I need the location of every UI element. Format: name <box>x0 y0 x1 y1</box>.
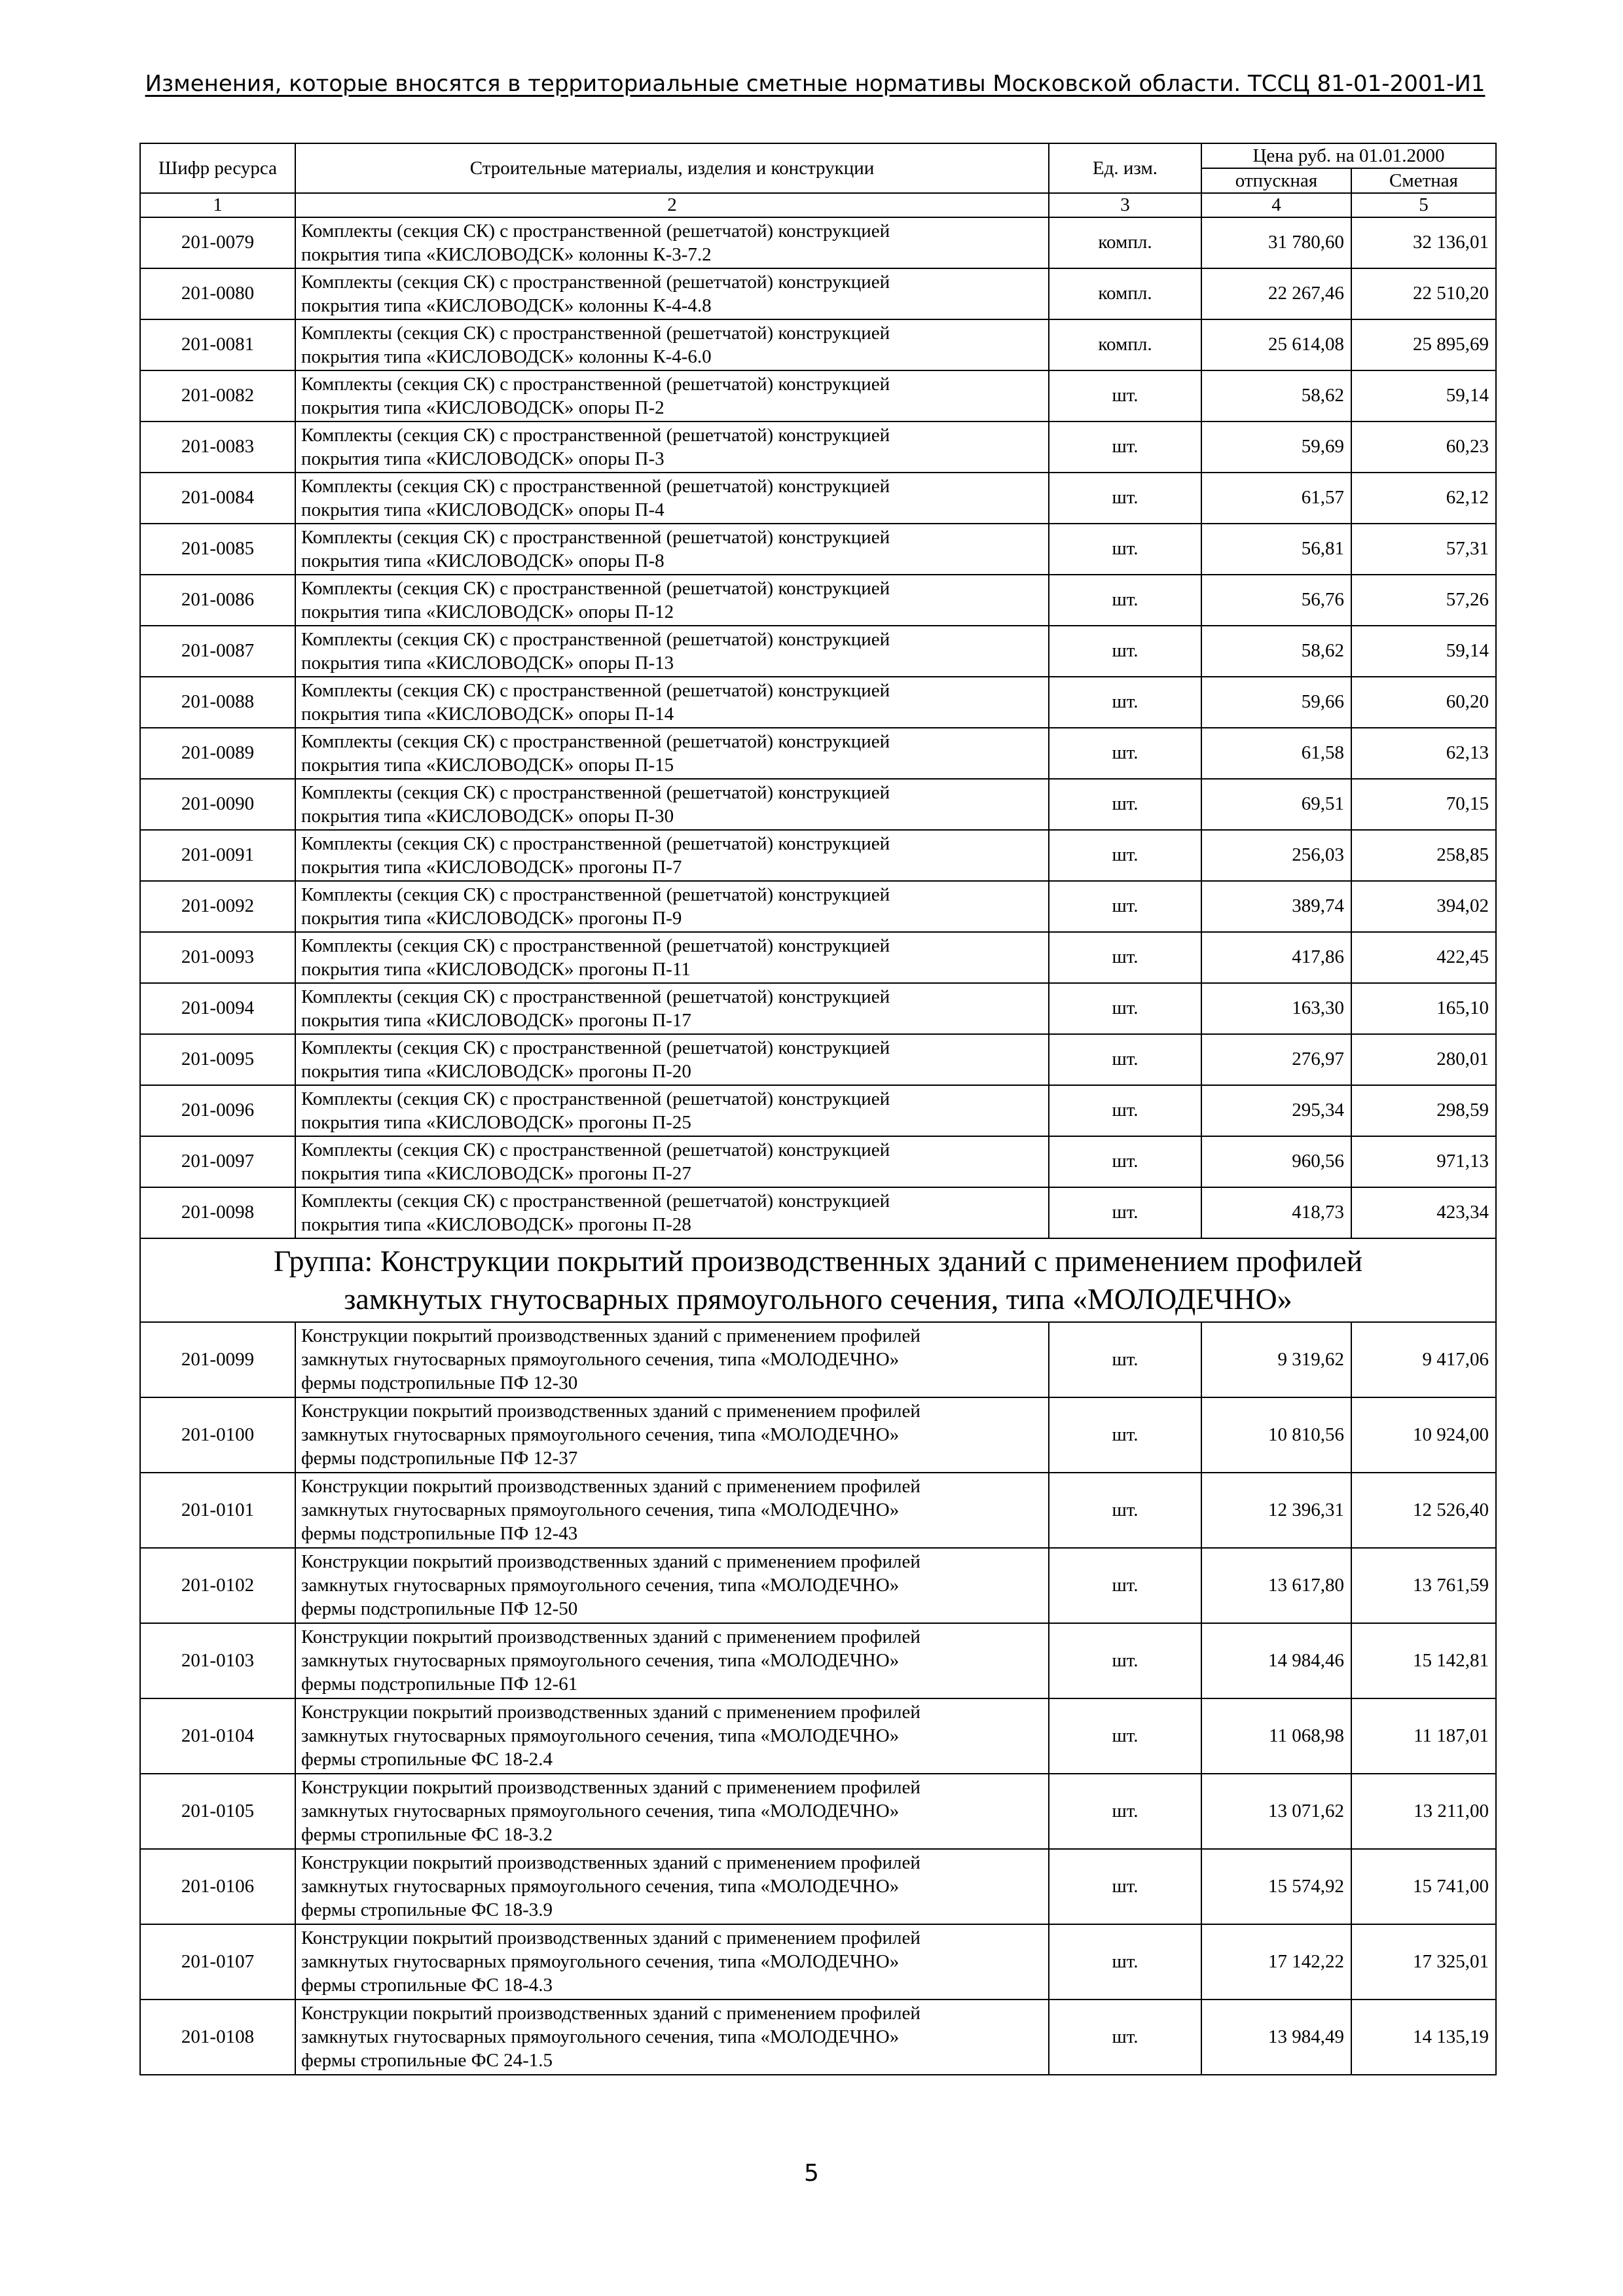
release-price-cell: 295,34 <box>1201 1085 1351 1136</box>
estimate-price-cell: 59,14 <box>1351 370 1496 422</box>
unit-cell: шт. <box>1049 932 1201 983</box>
release-price-cell: 25 614,08 <box>1201 319 1351 370</box>
estimate-price-cell: 11 187,01 <box>1351 1698 1496 1774</box>
material-name-line: фермы стропильные ФС 18-3.2 <box>301 1824 553 1846</box>
column-header-unit: Ед. изм. <box>1049 143 1201 193</box>
resource-code-cell: 201-0099 <box>140 1322 295 1397</box>
release-price-cell: 12 396,31 <box>1201 1473 1351 1548</box>
material-name-line: Комплекты (секция СК) с пространственной (решетчатой) конструкцией <box>301 679 890 701</box>
page-header-title: Изменения, которые вносятся в территориальные сметные нормативы Московской области. ТССЦ 81-01-2001-И1 <box>145 71 1486 97</box>
material-name-line: фермы стропильные ФС 18-3.9 <box>301 1899 553 1921</box>
release-price-cell: 13 071,62 <box>1201 1774 1351 1849</box>
column-header-price-group: Цена руб. на 01.01.2000 <box>1201 143 1496 168</box>
material-name-line: покрытия типа «КИСЛОВОДСК» опоры П-30 <box>301 805 674 827</box>
material-name-line: покрытия типа «КИСЛОВОДСК» прогоны П-17 <box>301 1009 691 1031</box>
estimate-price-cell: 13 211,00 <box>1351 1774 1496 1849</box>
material-name-line: Конструкции покрытий производственных зданий с применением профилей <box>301 1776 921 1798</box>
material-name-line: Комплекты (секция СК) с пространственной (решетчатой) конструкцией <box>301 730 890 752</box>
column-number: 3 <box>1049 193 1201 217</box>
material-name-cell <box>295 2000 1049 2075</box>
material-name-cell <box>295 422 1049 473</box>
estimate-price-cell: 13 761,59 <box>1351 1548 1496 1623</box>
resource-code-cell: 201-0086 <box>140 575 295 626</box>
release-price-cell: 418,73 <box>1201 1187 1351 1238</box>
release-price-cell: 13 617,80 <box>1201 1548 1351 1623</box>
table-row <box>140 1397 1496 1473</box>
estimate-price-cell: 70,15 <box>1351 779 1496 830</box>
table-header-row <box>140 143 1496 168</box>
resource-code-cell: 201-0098 <box>140 1187 295 1238</box>
table-row <box>140 370 1496 422</box>
material-name-line: покрытия типа «КИСЛОВОДСК» опоры П-13 <box>301 652 674 673</box>
material-name-line: Комплекты (секция СК) с пространственной (решетчатой) конструкцией <box>301 1190 890 1211</box>
material-name-cell <box>295 524 1049 575</box>
resource-code-cell: 201-0102 <box>140 1548 295 1623</box>
table-row <box>140 881 1496 932</box>
material-name-cell <box>295 1774 1049 1849</box>
table-row <box>140 626 1496 677</box>
resource-code-cell: 201-0079 <box>140 217 295 268</box>
material-name-line: покрытия типа «КИСЛОВОДСК» прогоны П-28 <box>301 1213 691 1235</box>
material-name-cell <box>295 983 1049 1034</box>
resource-code-cell: 201-0101 <box>140 1473 295 1548</box>
material-name-cell <box>295 1034 1049 1085</box>
estimate-price-cell: 14 135,19 <box>1351 2000 1496 2075</box>
table-row <box>140 1849 1496 1924</box>
material-name-cell <box>295 830 1049 881</box>
material-name-line: фермы подстропильные ПФ 12-43 <box>301 1523 578 1545</box>
material-name-line: Комплекты (секция СК) с пространственной (решетчатой) конструкцией <box>301 1088 890 1109</box>
estimate-price-cell: 32 136,01 <box>1351 217 1496 268</box>
table-row <box>140 779 1496 830</box>
material-name-cell <box>295 1136 1049 1187</box>
unit-cell: компл. <box>1049 319 1201 370</box>
table-row <box>140 1136 1496 1187</box>
material-name-line: фермы подстропильные ПФ 12-37 <box>301 1448 578 1469</box>
material-name-cell <box>295 1322 1049 1397</box>
release-price-cell: 417,86 <box>1201 932 1351 983</box>
material-name-line: фермы подстропильные ПФ 12-30 <box>301 1372 578 1394</box>
resource-code-cell: 201-0106 <box>140 1849 295 1924</box>
material-name-line: Комплекты (секция СК) с пространственной (решетчатой) конструкцией <box>301 271 890 293</box>
material-name-line: покрытия типа «КИСЛОВОДСК» опоры П-4 <box>301 499 665 520</box>
estimate-price-cell: 62,12 <box>1351 473 1496 524</box>
resource-code-cell: 201-0096 <box>140 1085 295 1136</box>
estimate-price-cell: 10 924,00 <box>1351 1397 1496 1473</box>
material-name-cell <box>295 1849 1049 1924</box>
resource-code-cell: 201-0095 <box>140 1034 295 1085</box>
resource-code-cell: 201-0087 <box>140 626 295 677</box>
unit-cell: шт. <box>1049 1085 1201 1136</box>
table-row <box>140 1924 1496 2000</box>
material-name-line: покрытия типа «КИСЛОВОДСК» прогоны П-11 <box>301 958 691 980</box>
material-name-line: покрытия типа «КИСЛОВОДСК» опоры П-14 <box>301 703 674 725</box>
table-row <box>140 1623 1496 1698</box>
material-name-line: Комплекты (секция СК) с пространственной (решетчатой) конструкцией <box>301 986 890 1007</box>
estimate-price-cell: 165,10 <box>1351 983 1496 1034</box>
material-name-cell <box>295 779 1049 830</box>
material-name-line: Конструкции покрытий производственных зданий с применением профилей <box>301 1626 921 1647</box>
resource-code-cell: 201-0091 <box>140 830 295 881</box>
material-name-line: Конструкции покрытий производственных зданий с применением профилей <box>301 2002 921 2024</box>
estimate-price-cell: 59,14 <box>1351 626 1496 677</box>
material-name-line: покрытия типа «КИСЛОВОДСК» колонны К-3-7.2 <box>301 243 712 265</box>
table-row <box>140 1085 1496 1136</box>
price-table <box>139 143 1497 2075</box>
unit-cell: шт. <box>1049 983 1201 1034</box>
release-price-cell: 56,81 <box>1201 524 1351 575</box>
estimate-price-cell: 60,20 <box>1351 677 1496 728</box>
table-row <box>140 1698 1496 1774</box>
material-name-line: Комплекты (секция СК) с пространственной (решетчатой) конструкцией <box>301 577 890 599</box>
release-price-cell: 58,62 <box>1201 626 1351 677</box>
group-heading <box>140 1238 1496 1322</box>
unit-cell: шт. <box>1049 473 1201 524</box>
table-row <box>140 677 1496 728</box>
release-price-cell: 276,97 <box>1201 1034 1351 1085</box>
resource-code-cell: 201-0105 <box>140 1774 295 1849</box>
release-price-cell: 15 574,92 <box>1201 1849 1351 1924</box>
material-name-line: замкнутых гнутосварных прямоугольного сечения, типа «МОЛОДЕЧНО» <box>301 1951 900 1973</box>
material-name-line: фермы стропильные ФС 18-4.3 <box>301 1975 553 1996</box>
material-name-cell <box>295 626 1049 677</box>
estimate-price-cell: 971,13 <box>1351 1136 1496 1187</box>
material-name-cell <box>295 728 1049 779</box>
unit-cell: шт. <box>1049 1136 1201 1187</box>
material-name-line: Комплекты (секция СК) с пространственной (решетчатой) конструкцией <box>301 628 890 650</box>
estimate-price-cell: 9 417,06 <box>1351 1322 1496 1397</box>
material-name-line: фермы стропильные ФС 24-1.5 <box>301 2050 553 2072</box>
material-name-cell <box>295 1924 1049 2000</box>
material-name-line: замкнутых гнутосварных прямоугольного сечения, типа «МОЛОДЕЧНО» <box>301 1650 900 1672</box>
material-name-line: Конструкции покрытий производственных зданий с применением профилей <box>301 1927 921 1948</box>
material-name-line: покрытия типа «КИСЛОВОДСК» опоры П-12 <box>301 601 674 622</box>
material-name-line: замкнутых гнутосварных прямоугольного сечения, типа «МОЛОДЕЧНО» <box>301 1575 900 1596</box>
unit-cell: шт. <box>1049 1698 1201 1774</box>
unit-cell: компл. <box>1049 268 1201 319</box>
estimate-price-cell: 62,13 <box>1351 728 1496 779</box>
unit-cell: шт. <box>1049 1548 1201 1623</box>
estimate-price-cell: 422,45 <box>1351 932 1496 983</box>
table-row <box>140 422 1496 473</box>
release-price-cell: 11 068,98 <box>1201 1698 1351 1774</box>
material-name-cell <box>295 473 1049 524</box>
table-row <box>140 1187 1496 1238</box>
resource-code-cell: 201-0094 <box>140 983 295 1034</box>
material-name-cell <box>295 1397 1049 1473</box>
material-name-line: Комплекты (секция СК) с пространственной (решетчатой) конструкцией <box>301 424 890 446</box>
resource-code-cell: 201-0089 <box>140 728 295 779</box>
table-body <box>140 217 1496 2075</box>
resource-code-cell: 201-0092 <box>140 881 295 932</box>
unit-cell: шт. <box>1049 728 1201 779</box>
resource-code-cell: 201-0097 <box>140 1136 295 1187</box>
material-name-cell <box>295 370 1049 422</box>
material-name-line: Конструкции покрытий производственных зданий с применением профилей <box>301 1701 921 1723</box>
material-name-cell <box>295 932 1049 983</box>
resource-code-cell: 201-0080 <box>140 268 295 319</box>
release-price-cell: 13 984,49 <box>1201 2000 1351 2075</box>
table-row <box>140 217 1496 268</box>
material-name-line: покрытия типа «КИСЛОВОДСК» опоры П-2 <box>301 397 665 418</box>
table-row <box>140 932 1496 983</box>
material-name-line: покрытия типа «КИСЛОВОДСК» прогоны П-20 <box>301 1060 691 1082</box>
unit-cell: шт. <box>1049 881 1201 932</box>
material-name-line: Комплекты (секция СК) с пространственной (решетчатой) конструкцией <box>301 475 890 497</box>
material-name-line: Комплекты (секция СК) с пространственной (решетчатой) конструкцией <box>301 781 890 803</box>
material-name-cell <box>295 1187 1049 1238</box>
estimate-price-cell: 12 526,40 <box>1351 1473 1496 1548</box>
material-name-line: Комплекты (секция СК) с пространственной (решетчатой) конструкцией <box>301 935 890 956</box>
unit-cell: шт. <box>1049 626 1201 677</box>
material-name-line: Комплекты (секция СК) с пространственной (решетчатой) конструкцией <box>301 884 890 905</box>
unit-cell: шт. <box>1049 1774 1201 1849</box>
estimate-price-cell: 258,85 <box>1351 830 1496 881</box>
release-price-cell: 17 142,22 <box>1201 1924 1351 2000</box>
material-name-line: Конструкции покрытий производственных зданий с применением профилей <box>301 1852 921 1873</box>
estimate-price-cell: 57,26 <box>1351 575 1496 626</box>
estimate-price-cell: 60,23 <box>1351 422 1496 473</box>
material-name-line: Конструкции покрытий производственных зданий с применением профилей <box>301 1475 921 1497</box>
material-name-line: фермы подстропильные ПФ 12-50 <box>301 1598 578 1620</box>
table-row <box>140 575 1496 626</box>
release-price-cell: 256,03 <box>1201 830 1351 881</box>
table-row <box>140 1034 1496 1085</box>
release-price-cell: 22 267,46 <box>1201 268 1351 319</box>
release-price-cell: 14 984,46 <box>1201 1623 1351 1698</box>
estimate-price-cell: 17 325,01 <box>1351 1924 1496 2000</box>
table-row <box>140 1774 1496 1849</box>
material-name-line: фермы стропильные ФС 18-2.4 <box>301 1749 553 1770</box>
table-row <box>140 524 1496 575</box>
material-name-line: замкнутых гнутосварных прямоугольного сечения, типа «МОЛОДЕЧНО» <box>301 1876 900 1897</box>
table-row <box>140 983 1496 1034</box>
unit-cell: шт. <box>1049 1322 1201 1397</box>
resource-code-cell: 201-0100 <box>140 1397 295 1473</box>
material-name-cell <box>295 1473 1049 1548</box>
resource-code-cell: 201-0082 <box>140 370 295 422</box>
estimate-price-cell: 423,34 <box>1351 1187 1496 1238</box>
release-price-cell: 56,76 <box>1201 575 1351 626</box>
column-number-row <box>140 193 1496 217</box>
material-name-line: замкнутых гнутосварных прямоугольного сечения, типа «МОЛОДЕЧНО» <box>301 1499 900 1521</box>
estimate-price-cell: 394,02 <box>1351 881 1496 932</box>
release-price-cell: 31 780,60 <box>1201 217 1351 268</box>
resource-code-cell: 201-0107 <box>140 1924 295 2000</box>
material-name-line: Комплекты (секция СК) с пространственной (решетчатой) конструкцией <box>301 526 890 548</box>
material-name-line: покрытия типа «КИСЛОВОДСК» прогоны П-9 <box>301 907 682 929</box>
estimate-price-cell: 298,59 <box>1351 1085 1496 1136</box>
page-number: 5 <box>804 2160 819 2187</box>
group-heading-line: замкнутых гнутосварных прямоугольного сечения, типа «МОЛОДЕЧНО» <box>344 1282 1292 1316</box>
table-row <box>140 268 1496 319</box>
table-row <box>140 2000 1496 2075</box>
material-name-cell <box>295 268 1049 319</box>
unit-cell: шт. <box>1049 575 1201 626</box>
material-name-line: покрытия типа «КИСЛОВОДСК» прогоны П-25 <box>301 1111 691 1133</box>
release-price-cell: 61,58 <box>1201 728 1351 779</box>
resource-code-cell: 201-0083 <box>140 422 295 473</box>
table-row <box>140 1473 1496 1548</box>
release-price-cell: 61,57 <box>1201 473 1351 524</box>
column-number: 4 <box>1201 193 1351 217</box>
column-number: 5 <box>1351 193 1496 217</box>
release-price-cell: 59,69 <box>1201 422 1351 473</box>
column-header-code: Шифр ресурса <box>140 143 295 193</box>
unit-cell: компл. <box>1049 217 1201 268</box>
release-price-cell: 389,74 <box>1201 881 1351 932</box>
material-name-line: Комплекты (секция СК) с пространственной (решетчатой) конструкцией <box>301 322 890 344</box>
material-name-line: покрытия типа «КИСЛОВОДСК» опоры П-8 <box>301 550 665 571</box>
resource-code-cell: 201-0088 <box>140 677 295 728</box>
material-name-cell <box>295 319 1049 370</box>
material-name-line: покрытия типа «КИСЛОВОДСК» колонны К-4-6.0 <box>301 346 712 367</box>
release-price-cell: 69,51 <box>1201 779 1351 830</box>
material-name-line: Комплекты (секция СК) с пространственной (решетчатой) конструкцией <box>301 833 890 854</box>
estimate-price-cell: 15 142,81 <box>1351 1623 1496 1698</box>
column-number: 1 <box>140 193 295 217</box>
material-name-line: Конструкции покрытий производственных зданий с применением профилей <box>301 1551 921 1572</box>
release-price-cell: 10 810,56 <box>1201 1397 1351 1473</box>
resource-code-cell: 201-0108 <box>140 2000 295 2075</box>
group-heading-line: Группа: Конструкции покрытий производственных зданий с применением профилей <box>273 1244 1363 1278</box>
release-price-cell: 9 319,62 <box>1201 1322 1351 1397</box>
unit-cell: шт. <box>1049 677 1201 728</box>
table-row <box>140 473 1496 524</box>
material-name-line: замкнутых гнутосварных прямоугольного сечения, типа «МОЛОДЕЧНО» <box>301 1725 900 1747</box>
unit-cell: шт. <box>1049 1623 1201 1698</box>
unit-cell: шт. <box>1049 422 1201 473</box>
table-row <box>140 728 1496 779</box>
estimate-price-cell: 280,01 <box>1351 1034 1496 1085</box>
unit-cell: шт. <box>1049 830 1201 881</box>
resource-code-cell: 201-0103 <box>140 1623 295 1698</box>
table-row <box>140 830 1496 881</box>
material-name-cell <box>295 575 1049 626</box>
material-name-line: Комплекты (секция СК) с пространственной (решетчатой) конструкцией <box>301 1139 890 1160</box>
estimate-price-cell: 25 895,69 <box>1351 319 1496 370</box>
material-name-cell <box>295 1085 1049 1136</box>
material-name-line: покрытия типа «КИСЛОВОДСК» опоры П-3 <box>301 448 665 469</box>
release-price-cell: 59,66 <box>1201 677 1351 728</box>
material-name-cell <box>295 881 1049 932</box>
material-name-line: замкнутых гнутосварных прямоугольного сечения, типа «МОЛОДЕЧНО» <box>301 1349 900 1371</box>
material-name-line: замкнутых гнутосварных прямоугольного сечения, типа «МОЛОДЕЧНО» <box>301 2026 900 2048</box>
table-row <box>140 1548 1496 1623</box>
column-number: 2 <box>295 193 1049 217</box>
material-name-line: покрытия типа «КИСЛОВОДСК» прогоны П-7 <box>301 856 682 878</box>
column-header-release-price: отпускная <box>1201 168 1351 193</box>
resource-code-cell: 201-0093 <box>140 932 295 983</box>
estimate-price-cell: 15 741,00 <box>1351 1849 1496 1924</box>
release-price-cell: 58,62 <box>1201 370 1351 422</box>
material-name-cell <box>295 1548 1049 1623</box>
unit-cell: шт. <box>1049 1924 1201 2000</box>
resource-code-cell: 201-0085 <box>140 524 295 575</box>
material-name-cell <box>295 1623 1049 1698</box>
material-name-line: Комплекты (секция СК) с пространственной (решетчатой) конструкцией <box>301 220 890 242</box>
unit-cell: шт. <box>1049 1473 1201 1548</box>
column-header-estimate-price: Сметная <box>1351 168 1496 193</box>
release-price-cell: 163,30 <box>1201 983 1351 1034</box>
material-name-line: Комплекты (секция СК) с пространственной (решетчатой) конструкцией <box>301 1037 890 1058</box>
estimate-price-cell: 22 510,20 <box>1351 268 1496 319</box>
unit-cell: шт. <box>1049 1187 1201 1238</box>
unit-cell: шт. <box>1049 1849 1201 1924</box>
estimate-price-cell: 57,31 <box>1351 524 1496 575</box>
unit-cell: шт. <box>1049 1397 1201 1473</box>
resource-code-cell: 201-0081 <box>140 319 295 370</box>
unit-cell: шт. <box>1049 524 1201 575</box>
material-name-line: замкнутых гнутосварных прямоугольного сечения, типа «МОЛОДЕЧНО» <box>301 1424 900 1446</box>
material-name-line: Конструкции покрытий производственных зданий с применением профилей <box>301 1400 921 1422</box>
material-name-line: покрытия типа «КИСЛОВОДСК» колонны К-4-4.8 <box>301 295 712 316</box>
unit-cell: шт. <box>1049 370 1201 422</box>
material-name-line: покрытия типа «КИСЛОВОДСК» прогоны П-27 <box>301 1162 691 1184</box>
release-price-cell: 960,56 <box>1201 1136 1351 1187</box>
material-name-cell <box>295 1698 1049 1774</box>
column-header-name: Строительные материалы, изделия и конструкции <box>295 143 1049 193</box>
material-name-cell <box>295 217 1049 268</box>
table-row <box>140 1322 1496 1397</box>
resource-code-cell: 201-0084 <box>140 473 295 524</box>
material-name-line: замкнутых гнутосварных прямоугольного сечения, типа «МОЛОДЕЧНО» <box>301 1801 900 1822</box>
unit-cell: шт. <box>1049 779 1201 830</box>
resource-code-cell: 201-0104 <box>140 1698 295 1774</box>
resource-code-cell: 201-0090 <box>140 779 295 830</box>
material-name-line: Комплекты (секция СК) с пространственной (решетчатой) конструкцией <box>301 373 890 395</box>
material-name-cell <box>295 677 1049 728</box>
group-heading-row <box>140 1238 1496 1322</box>
material-name-line: фермы подстропильные ПФ 12-61 <box>301 1674 578 1695</box>
material-name-line: покрытия типа «КИСЛОВОДСК» опоры П-15 <box>301 754 674 776</box>
unit-cell: шт. <box>1049 1034 1201 1085</box>
material-name-line: Конструкции покрытий производственных зданий с применением профилей <box>301 1325 921 1346</box>
unit-cell: шт. <box>1049 2000 1201 2075</box>
table-row <box>140 319 1496 370</box>
